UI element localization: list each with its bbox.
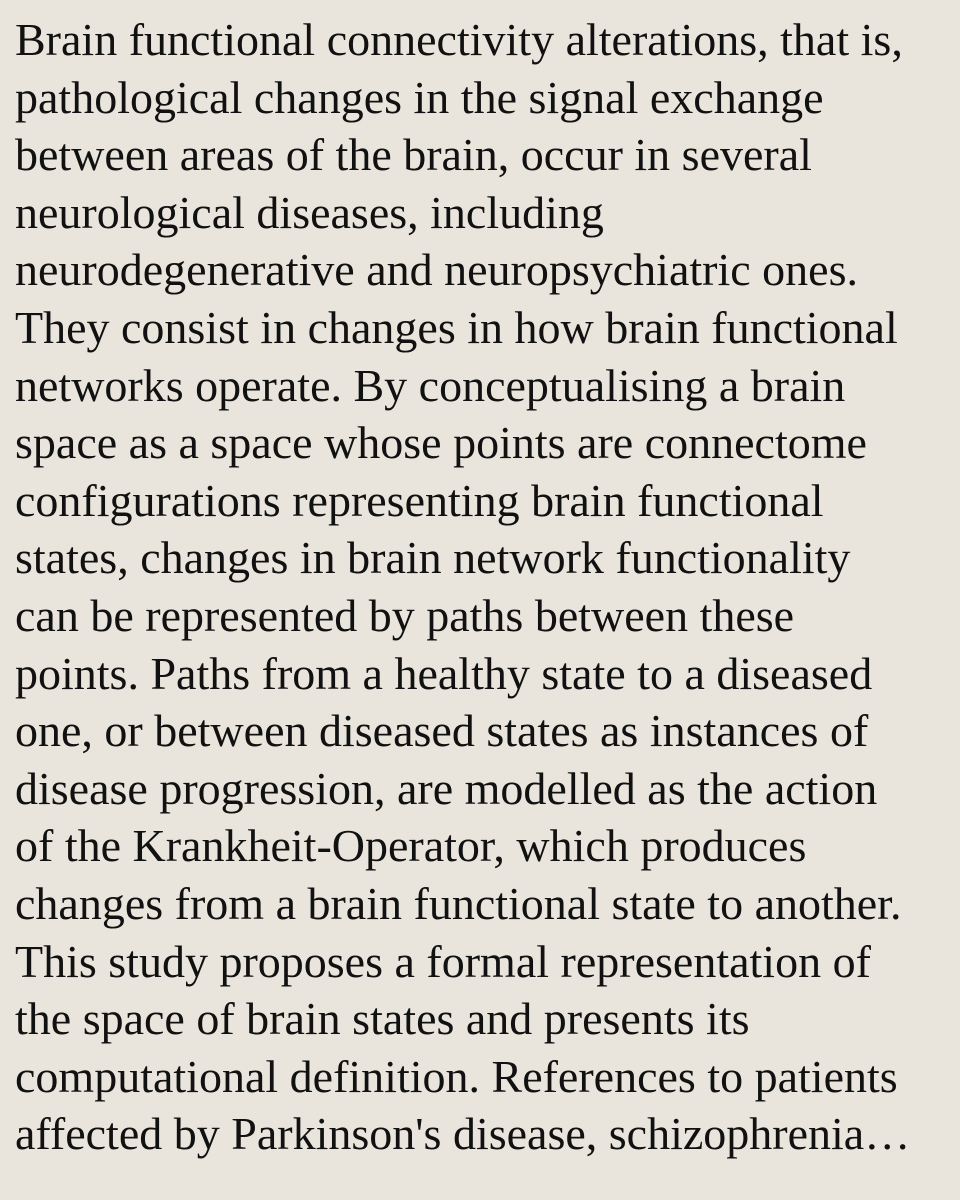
text-line: the space of brain states and presents its	[15, 993, 750, 1045]
text-line: one, or between diseased states as instances of	[15, 705, 869, 757]
text-line: networks operate. By conceptualising a brain	[15, 359, 846, 411]
text-line: between areas of the brain, occur in several	[15, 129, 812, 181]
text-line: This study proposes a formal representation of	[15, 935, 871, 987]
text-line: states, changes in brain network functionality	[15, 532, 851, 584]
text-line: disease progression, are modelled as the action	[15, 762, 878, 814]
text-line: space as a space whose points are connectome	[15, 417, 867, 469]
text-line: neurological diseases, including	[15, 186, 604, 238]
text-line: Brain functional connectivity alterations, that is,	[15, 14, 903, 65]
text-line: computational definition. References to patients	[15, 1050, 898, 1102]
text-line: affected by Parkinson's disease, schizophrenia…	[15, 1108, 911, 1160]
text-line: can be represented by paths between these	[15, 589, 795, 641]
text-line: configurations representing brain functional	[15, 474, 824, 526]
text-line: neurodegenerative and neuropsychiatric ones.	[15, 244, 858, 296]
text-line: points. Paths from a healthy state to a diseased	[15, 647, 873, 699]
text-line: pathological changes in the signal exchange	[15, 71, 824, 123]
text-line: They consist in changes in how brain functional	[15, 301, 898, 353]
text-line: of the Krankheit-Operator, which produces	[15, 820, 807, 872]
text-line: changes from a brain functional state to another.	[15, 877, 902, 929]
